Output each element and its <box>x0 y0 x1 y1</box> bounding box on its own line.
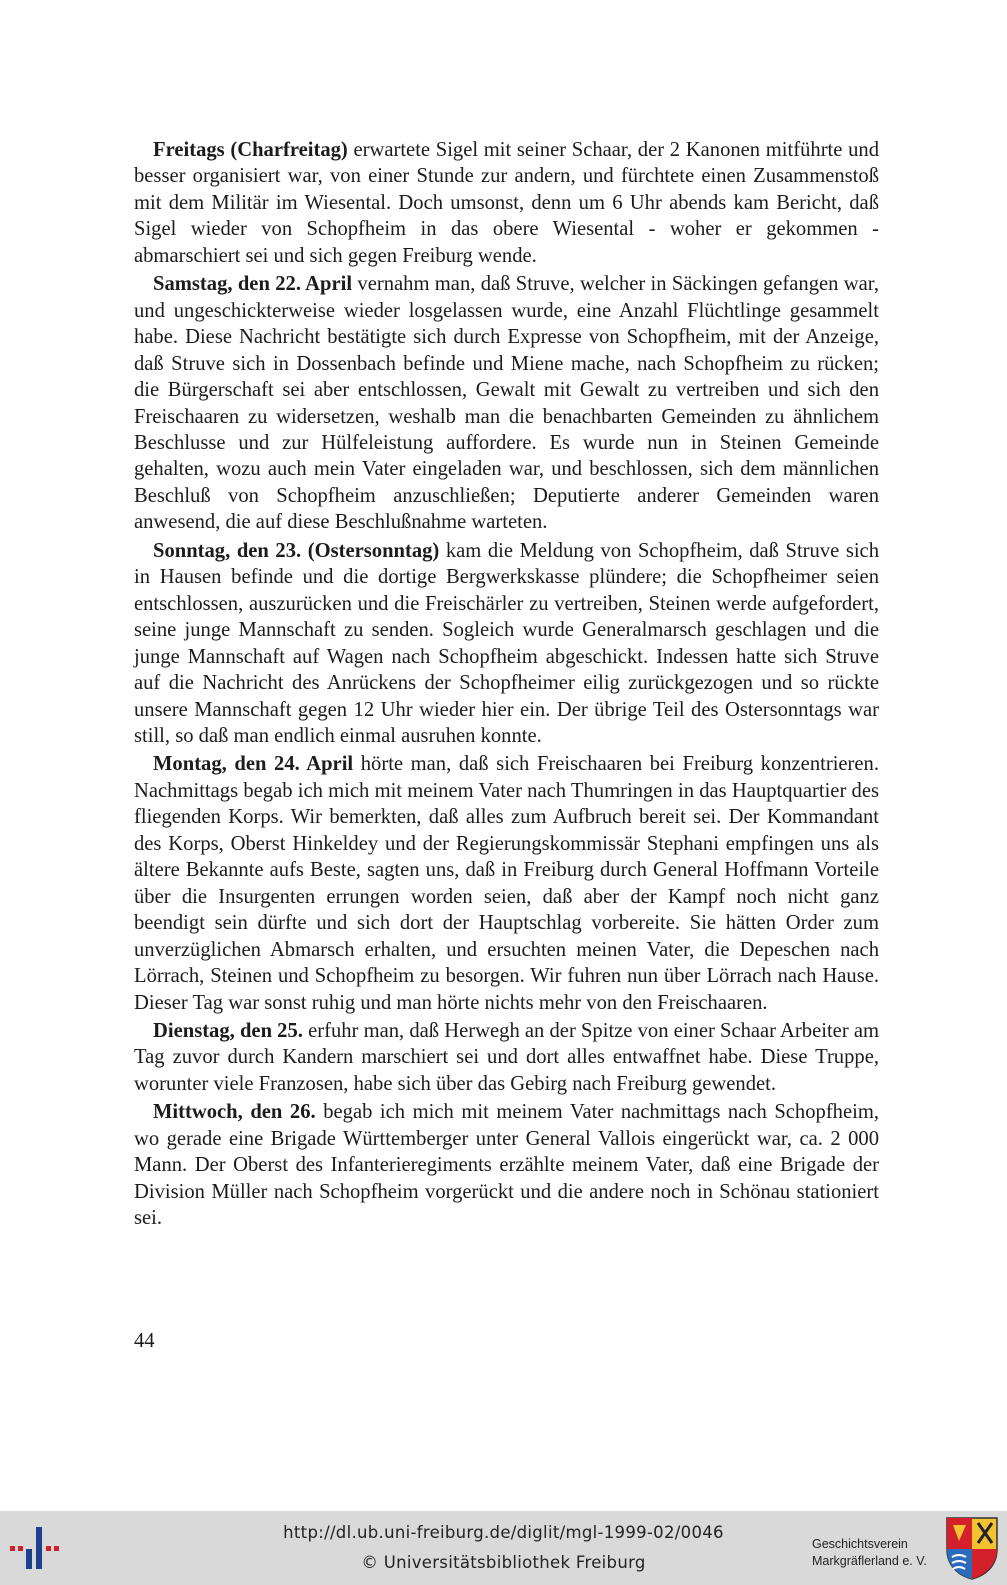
copyright-text: © Universitätsbibliothek Freiburg <box>361 1553 646 1572</box>
paragraph-body: erwartete Sigel mit seiner Schaar, der 2 Kanonen mitführte und besser organisiert war, von einer Stunde zur andern, und fürchtete einen Zusammenstoß mit dem Militär im Wiesental. Doch umsonst, denn um 6 Uhr abends kam Bericht, daß Sigel wieder von Schopfheim in das obere Wiesental - woher er gekommen - abmarschiert sei und sich gegen Freiburg wende. <box>134 139 879 267</box>
paragraph-body: vernahm man, daß Struve, welcher in Säckingen gefangen war, und ungeschickterweise wieder losgelassen wurde, eine Anzahl Flüchtlinge gesammelt habe. Diese Nachricht bestätigte sich durch Expresse von Schopfheim, mit der Anzeige, daß Struve sich in Dossenbach befinde und Miene mache, nach Schopfheim zu rücken; die Bürgerschaft sei aber entschlossen, Gewalt mit Gewalt zu vertreiben und sich den Freischaaren zu widersetzen, weshalb man die benachbarten Gemeinden zu ähnlichem Beschlusse und zur Hülfeleistung auffordere. Es wurde nun in Steinen Gemeinde gehalten, wozu auch mein Vater eingeladen war, und beschlossen, sich dem männlichen Beschluß von Schopfheim anzuschließen; Deputierte anderer Gemeinden waren anwesend, die auf diese Beschlußnahme warteten. <box>134 273 879 534</box>
coat-of-arms-icon <box>944 1515 1000 1581</box>
organization-line-1: Geschichtsverein <box>812 1537 908 1551</box>
document-url-link[interactable]: http://dl.ub.uni-freiburg.de/diglit/mgl-1999-02/0046 <box>283 1523 724 1542</box>
paragraph-good-friday <box>134 137 879 269</box>
organization-name <box>812 1536 932 1570</box>
paragraph-lead: Montag, den 24. April <box>153 753 354 776</box>
footer-bar <box>0 1511 1007 1585</box>
paragraph-body: begab ich mich mit meinem Vater nachmittags nach Schopfheim, wo gerade eine Brigade Württemberger unter General Vallois eingerückt war, ca. 2 000 Mann. Der Oberst des Infanterieregiments erzählte meinem Vater, daß eine Brigade der Division Müller nach Schopfheim vorgerückt und die andere noch in Schönau stationiert sei. <box>134 1101 879 1230</box>
organization-line-2: Markgräflerland e. V. <box>812 1554 927 1568</box>
paragraph-lead: Sonntag, den 23. (Ostersonntag) <box>153 539 440 562</box>
paragraph-lead: Freitags (Charfreitag) <box>153 139 348 161</box>
paragraph-tuesday <box>134 1018 879 1097</box>
paragraph-lead: Dienstag, den 25. <box>153 1019 303 1042</box>
paragraph-saturday <box>134 271 879 536</box>
paragraph-wednesday <box>134 1099 879 1231</box>
paragraph-body: kam die Meldung von Schopfheim, daß Struve sich in Hausen befinde und die dortige Bergwerkskasse plündere; die Schopfheimer seien entschlossen, auszurücken und die Freischärler zu vertreiben, Steinen werde aufgefordert, seine junge Mannschaft zu senden. Sogleich wurde Generalmarsch geschlagen und die junge Mannschaft auf Wagen nach Schopfheim abgeschickt. Indessen hatte sich Struve auf die Nachricht des Anrückens der Schopfheimer eilig zurückgezogen und so rückte unsere Mannschaft gegen 12 Uhr wieder hier ein. Der übrige Teil des Ostersonntags war still, so daß man endlich einmal ausruhen konnte. <box>134 539 879 747</box>
paragraph-lead: Mittwoch, den 26. <box>153 1101 316 1124</box>
paragraph-body: erfuhr man, daß Herwegh an der Spitze von einer Schaar Arbeiter am Tag zuvor durch Kandern marschiert sei und dort alles entwaffnet habe. Diese Truppe, worunter viele Franzosen, habe sich über das Gebirg nach Freiburg gewendet. <box>134 1019 879 1095</box>
paragraph-monday <box>134 751 879 1016</box>
paragraph-sunday <box>134 538 879 750</box>
paragraph-body: hörte man, daß sich Freischaaren bei Freiburg konzentrieren. Nachmittags begab ich mich mit meinem Vater nach Thumringen in das Hauptquartier des fliegenden Korps. Wir bemerkten, daß alles zum Aufbruch bereit sei. Der Kommandant des Korps, Oberst Hinkeldey und der Regierungskommissär Stephani empfingen uns als ältere Bekannte aufs Beste, sagten uns, daß in Freiburg durch General Hoffmann Vorteile über die Insurgenten errungen worden seien, daß aber der Kampf noch nicht ganz beendigt sein dürfte und sich dort der Hauptschlag vorbereite. Sie hätten Order zum unverzüglichen Abmarsch erhalten, und ersuchten meinen Vater, die Depeschen nach Lörrach, Steinen und Schopfheim zu besorgen. Wir fuhren nun über Lörrach nach Hause. Dieser Tag war sonst ruhig und man hörte nichts mehr von den Freischaaren. <box>134 753 879 1014</box>
paragraph-lead: Samstag, den 22. April <box>153 273 353 296</box>
page-number: 44 <box>134 1330 155 1352</box>
main-text <box>134 137 879 1234</box>
